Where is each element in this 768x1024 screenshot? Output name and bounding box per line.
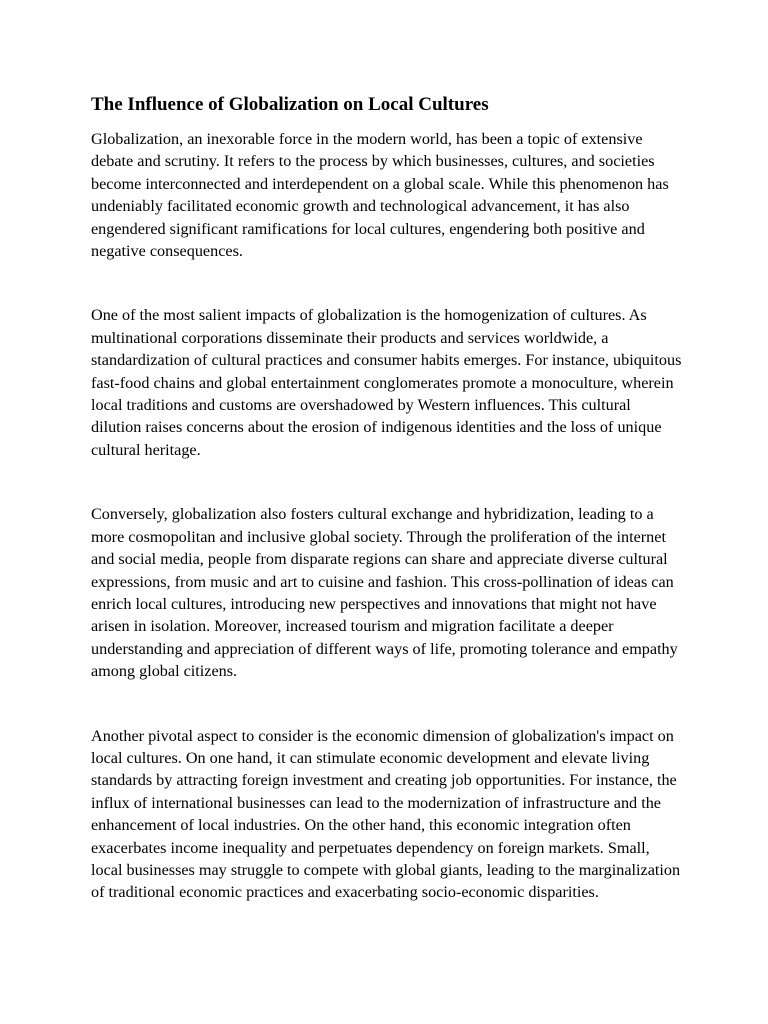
paragraph-2: One of the most salient impacts of globalization is the homogenization of cultures. As multinational corporations disseminate their products and services worldwide, a standardization of cultural practices and consumer habits emerges. For instance, ubiquitous fast-food chains and global entertainment conglomerates promote a monoculture, wherein local traditions and customs are overshadowed by Western influences. This cultural dilution raises concerns about the erosion of indigenous identities and the loss of unique cultural heritage.: [91, 306, 682, 459]
paragraph-gap: [91, 461, 683, 503]
paragraph-4: Another pivotal aspect to consider is the economic dimension of globalization's impact on local cultures. On one hand, it can stimulate economic development and elevate living standards by attracting foreign investment and creating job opportunities. For instance, the influx of international businesses can lead to the modernization of infrastructure and the enhancement of local industries. On the other hand, this economic integration often exacerbates income inequality and perpetuates dependency on foreign markets. Small, local businesses may struggle to compete with global giants, leading to the marginalization of traditional economic practices and exacerbating socio-economic disparities.: [91, 726, 681, 902]
paragraph-gap: [91, 262, 683, 304]
document-page: [91, 92, 683, 904]
paragraph-1: Globalization, an inexorable force in the modern world, has been a topic of extensive debate and scrutiny. It refers to the process by which businesses, cultures, and societies become interconnected and interdependent on a global scale. While this phenomenon has undeniably facilitated economic growth and technological advancement, it has also engendered significant ramifications for local cultures, engendering both positive and negative consequences.: [91, 130, 669, 261]
paragraph-3: Conversely, globalization also fosters cultural exchange and hybridization, leading to a more cosmopolitan and inclusive global society. Through the proliferation of the internet and social media, people from disparate regions can share and appreciate diverse cultural expressions, from music and art to cuisine and fashion. This cross-pollination of ideas can enrich local cultures, introducing new perspectives and innovations that might not have arisen in isolation. Moreover, increased tourism and migration facilitate a deeper understanding and appreciation of different ways of life, promoting tolerance and empathy among global citizens.: [91, 505, 678, 681]
document-title: The Influence of Globalization on Local Cultures: [91, 94, 489, 115]
paragraph-gap: [91, 683, 683, 725]
